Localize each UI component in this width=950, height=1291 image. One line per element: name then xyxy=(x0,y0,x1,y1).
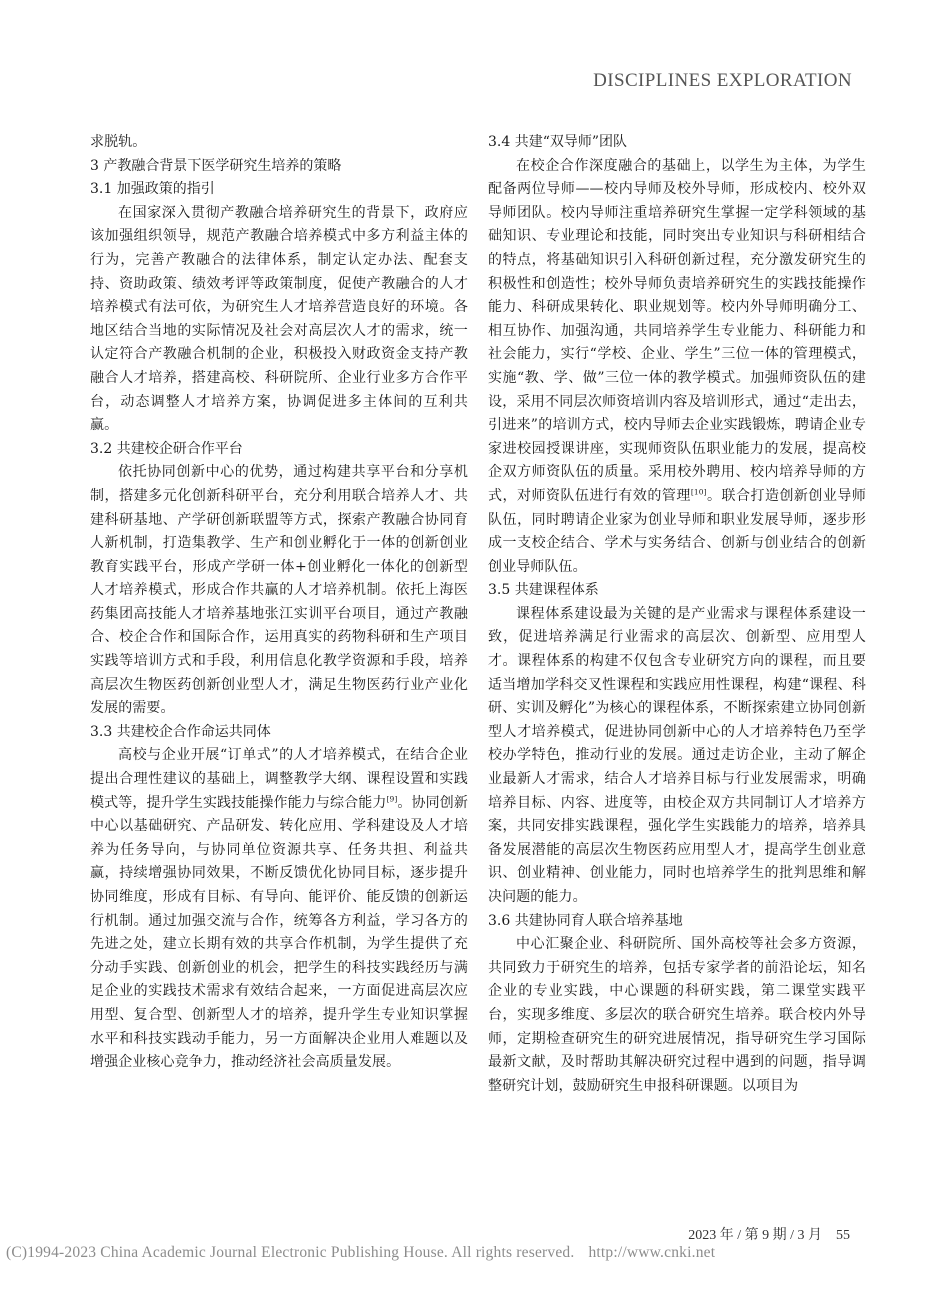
paragraph-3-4-part-a: 在校企合作深度融合的基础上，以学生为主体，为学生配备两位导师——校内导师及校外导师，形成校内、校外双导师团队。校内导师注重培养研究生掌握一定学科领域的基础知识、专业理论和技能，同时突出专业知识与科研相结合的特点，将基础知识引入科研创新过程，充分激发研究生的积极性和创造性；校外导师负责培养研究生的实践技能操作能力、科研成果转化、职业规划等。校内外导师明确分工、相互协作、加强沟通，共同培养学生专业能力、科研能力和社会能力，实行“学校、企业、学生”三位一体的管理模式，实施“教、学、做”三位一体的教学模式。加强师资队伍的建设，采用不同层次师资培训内容及培训形式，通过“走出去，引进来”的培训方式，校内导师去企业实践锻炼，聘请企业专家进校园授课讲座，实现师资队伍职业能力的发展，提高校企双方师资队伍的质量。采用校外聘用、校内培养导师的方式，对师资队伍进行有效的管理 xyxy=(488,157,866,504)
right-column xyxy=(488,131,866,1098)
cnki-url: http://www.cnki.net xyxy=(588,1244,716,1261)
paragraph-3-4 xyxy=(488,155,866,580)
paragraph-3-2: 依托协同创新中心的优势，通过构建共享平台和分享机制，搭建多元化创新科研平台，充分利用联合培养人才、共建科研基地、产学研创新联盟等方式，探索产教融合协同育人新机制，打造集教学、生产和创业孵化于一体的创新创业教育实践平台，形成产学研一体+创业孵化一体化的创新型人才培养模式，形成合作共赢的人才培养机制。依托上海医药集团高技能人才培养基地张江实训平台项目，通过产教融合、校企合作和国际合作，运用真实的药物科研和生产项目实践等培训方式和手段，利用信息化教学资源和手段，培养高层次生物医药创新创业型人才，满足生物医药行业产业化发展的需要。 xyxy=(90,464,468,717)
paragraph-3-5: 课程体系建设最为关键的是产业需求与课程体系建设一致，促进培养满足行业需求的高层次、创新型、应用型人才。课程体系的构建不仅包含专业研究方向的课程，而且要适当增加学科交叉性课程和实践应用性课程，构建“课程、科研、实训及孵化”为核心的课程体系，不断探索建立协同创新型人才培养模式，促进协同创新中心的人才培养特色乃至学校办学特色，推动行业的发展。通过走访企业，主动了解企业最新人才需求，结合人才培养目标与行业发展需求，明确培养目标、内容、进度等，由校企双方共同制订人才培养方案，共同安排实践课程，强化学生实践能力的培养，培养具备发展潜能的高层次生物医药应用型人才，提高学生创业意识、创业精神、创业能力，同时也培养学生的批判思维和解决问题的能力。 xyxy=(488,605,866,905)
page-footer xyxy=(688,1224,850,1244)
subsection-heading-3-3: 3.3 共建校企合作命运共同体 xyxy=(90,723,271,740)
journal-section-header: DISCIPLINES EXPLORATION xyxy=(593,70,852,91)
paragraph-3-3-part-a: 高校与企业开展“订单式”的人才培养模式，在结合企业提出合理性建议的基础上，调整教学大纲、课程设置和实践模式等，提升学生实践技能操作能力与综合能力 xyxy=(90,747,468,811)
paragraph-3-6: 中心汇聚企业、科研院所、国外高校等社会多方资源，共同致力于研究生的培养，包括专家学者的前沿论坛，知名企业的专业实践，中心课题的科研实践，第二课堂实践平台，实现多维度、多层次的联合研究生培养。联合校内外导师，定期检查研究生的研究进展情况，指导研究生学习国际最新文献，及时帮助其解决研究过程中遇到的问题，指导调整研究计划，鼓励研究生申报科研课题。以项目为 xyxy=(488,936,866,1094)
paragraph-continuation: 求脱轨。 xyxy=(90,134,147,150)
left-column xyxy=(90,131,468,1075)
subsection-heading-3-6: 3.6 共建协同育人联合培养基地 xyxy=(488,912,683,929)
issue-info: 2023 年 / 第 9 期 / 3 月 xyxy=(688,1228,822,1243)
citation-9: [9] xyxy=(386,793,398,803)
citation-10: [10] xyxy=(690,487,707,497)
subsection-heading-3-1: 3.1 加强政策的指引 xyxy=(90,181,215,198)
copyright-text: (C)1994-2023 China Academic Journal Electronic Publishing House. All rights reserved. xyxy=(6,1244,575,1261)
subsection-heading-3-4: 3.4 共建“双导师”团队 xyxy=(488,134,628,150)
paragraph-3-4-part-b: 。联合打造创新创业导师队伍，同时聘请企业家为创业导师和职业发展导师，逐步形成一支校企结合、学术与实务结合、创新与创业结合的创新创业导师队伍。 xyxy=(488,487,866,575)
paragraph-3-3-part-b: 。协同创新中心以基础研究、产品研发、转化应用、学科建设及人才培养为任务导向，与协同单位资源共享、任务共担、利益共赢，持续增强协同效果，不断反馈优化协同目标，逐步提升协同维度，形成有目标、有导向、能评价、能反馈的创新运行机制。通过加强交流与合作，统筹各方利益，学习各方的先进之处，建立长期有效的共享合作机制，为学生提供了充分动手实践、创新创业的机会，把学生的科技实践经历与满足企业的实践技术需求有效结合起来，一方面促进高层次应用型、复合型、创新型人才的培养，提升学生专业知识掌握水平和科技实践动手能力，另一方面解决企业用人难题以及增强企业核心竞争力，推动经济社会高质量发展。 xyxy=(90,794,468,1071)
copyright-watermark xyxy=(6,1244,715,1262)
page-number: 55 xyxy=(836,1228,850,1243)
subsection-heading-3-5: 3.5 共建课程体系 xyxy=(488,582,599,599)
section-heading-3: 3 产教融合背景下医学研究生培养的策略 xyxy=(90,157,342,174)
subsection-heading-3-2: 3.2 共建校企研合作平台 xyxy=(90,440,243,457)
paragraph-3-1: 在国家深入贯彻产教融合培养研究生的背景下，政府应该加强组织领导，规范产教融合培养模式中多方利益主体的行为，完善产教融合的法律体系，制定认定办法、配套支持、资助政策、绩效考评等政策制度，促使产教融合的人才培养模式有法可依，为研究生人才培养营造良好的环境。各地区结合当地的实际情况及社会对高层次人才的需求，统一认定符合产教融合机制的企业，积极投入财政资金支持产教融合人才培养，搭建高校、科研院所、企业行业多方合作平台，动态调整人才培养方案，协调促进多主体间的互利共赢。 xyxy=(90,204,468,434)
paragraph-3-3 xyxy=(90,744,468,1074)
